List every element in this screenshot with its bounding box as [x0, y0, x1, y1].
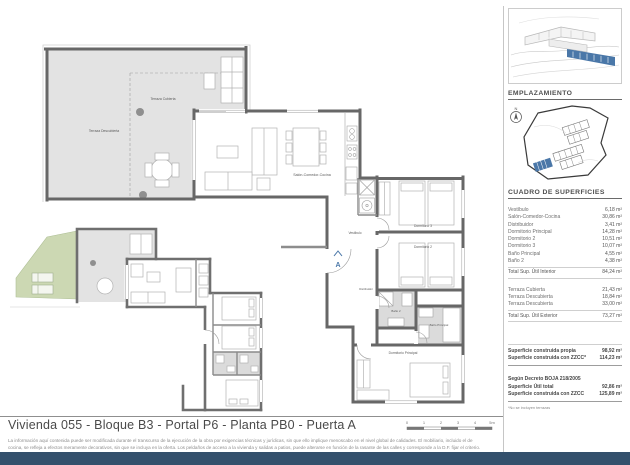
row-value: 84,24 m²: [602, 269, 622, 276]
scale-tick: 3: [456, 420, 460, 425]
site-buildings: [533, 120, 593, 172]
scale-tick: 2: [439, 420, 443, 425]
highlighted-building: [533, 158, 553, 172]
room-label-distribuidor: Distribuidor: [359, 288, 373, 291]
room-label-dormitorio2: Dormitorio 2: [414, 245, 432, 249]
table-row: [508, 222, 622, 229]
decree-block: [508, 376, 622, 402]
adjacent-furniture: [131, 264, 258, 406]
building-render-sketch: [509, 9, 621, 81]
side-panel: [508, 8, 622, 410]
row-label: Terraza Cubierta: [508, 286, 545, 293]
table-row: [508, 207, 622, 214]
row-value: 18,84 m²: [602, 294, 622, 301]
room-label-bano-principal: Baño Principal: [429, 323, 449, 327]
interior-total-row: [508, 267, 622, 279]
row-label: Según Decreto BOJA 218/2005: [508, 376, 581, 383]
entrance-arrow-icon: [334, 251, 342, 256]
row-label: Baño 2: [508, 258, 524, 265]
row-label: Dormitorio 2: [508, 236, 536, 243]
built-surface-block: [508, 344, 622, 366]
row-value: 33,00 m²: [602, 301, 622, 308]
scale-bar-ticks: [406, 420, 496, 425]
scale-bar: [400, 419, 500, 433]
row-label: Superficie construida con ZZCC: [508, 391, 585, 398]
row-label: Vestíbulo: [508, 207, 529, 213]
adjacent-apartment: [10, 229, 264, 410]
main-apartment: [43, 45, 465, 404]
row-label: Distribuidor: [508, 221, 534, 228]
scale-tick: 0: [405, 420, 409, 425]
emplazamiento-title: EMPLAZAMIENTO: [508, 90, 622, 100]
scale-tick: 1: [422, 420, 426, 425]
decree-note: [508, 376, 622, 384]
row-value: 114,23 m²: [599, 355, 622, 362]
row-value: 3,41 m²: [605, 221, 622, 228]
row-value: 98,92 m²: [601, 347, 622, 354]
cuadro-title: CUADRO DE SUPERFICIES: [508, 189, 622, 199]
row-value: 73,27 m²: [602, 312, 622, 319]
page-title: Vivienda 055 - Bloque B3 - Portal P6 - Planta PB0 - Puerta A: [8, 418, 357, 432]
row-label: Dormitorio Principal: [508, 228, 552, 235]
row-value: 10,51 m²: [602, 236, 622, 243]
table-row: [508, 229, 622, 236]
room-label-terraza-cubierta: Terraza Cubierta: [150, 97, 176, 101]
row-value: 4,38 m²: [605, 258, 622, 265]
table-row: [508, 258, 622, 265]
room-label-dormitorio3: Dormitorio 3: [414, 224, 432, 228]
row-value: 10,07 m²: [602, 243, 622, 250]
surface-table: [508, 207, 622, 410]
site-plan-map: [508, 103, 622, 185]
scale-tick: 4: [473, 420, 477, 425]
laundry-units: [360, 180, 375, 213]
title-rule: [0, 416, 503, 417]
table-row: [508, 287, 622, 294]
table-footnote: *No se incluyen terrazas: [508, 405, 551, 411]
entrance-marker: [334, 251, 342, 269]
legal-disclaimer: [8, 437, 514, 452]
row-label: Dormitorio 3: [508, 243, 536, 250]
table-row: [508, 301, 622, 308]
table-row: [508, 391, 622, 399]
north-label: N: [514, 106, 518, 111]
row-value: 92,86 m²: [601, 383, 622, 390]
table-row: [508, 243, 622, 250]
row-value: 30,86 m²: [602, 214, 622, 221]
room-label-bano2: Baño 2: [391, 309, 401, 313]
row-value: 6,18 m²: [605, 207, 622, 213]
row-label: Terraza Descubierta: [508, 301, 553, 308]
plant-icon: [136, 108, 144, 116]
row-value: 21,43 m²: [602, 286, 622, 293]
disclaimer-line: cocina, se refleja a efectos meramente decorativos, sin que se incluya en la oferta. Los peldaños de acceso a la vivienda y salidas a patios, puede alterarse en función de la rasante de las calles y corresponde a la D.F. fijar el criterio.: [8, 445, 481, 451]
table-row: [508, 251, 622, 258]
row-label: Superficie construida propia: [508, 347, 576, 354]
footer-bar: [0, 452, 630, 465]
table-row: [508, 214, 622, 221]
north-icon: [511, 106, 522, 123]
room-label-vestibulo: Vestíbulo: [348, 231, 362, 235]
row-label: Superficie Útil total: [508, 383, 554, 390]
table-row: [508, 236, 622, 243]
room-label-dormitorio-principal: Dormitorio Principal: [388, 351, 418, 355]
kitchen-fixtures: [345, 113, 357, 196]
exterior-total-row: [508, 310, 622, 322]
row-value: 125,89 m²: [599, 391, 622, 398]
living-furniture: [205, 128, 326, 190]
row-value: 14,28 m²: [602, 228, 622, 235]
table-row: [508, 384, 622, 392]
building-render: [508, 8, 622, 84]
row-label: Terraza Descubierta: [508, 294, 553, 301]
row-label: Total Sup. Útil Exterior: [508, 312, 558, 319]
vertical-divider: [503, 6, 504, 452]
row-label: Salón-Comedor-Cocina: [508, 214, 561, 221]
row-label: Total Sup. Útil Interior: [508, 269, 556, 276]
scale-tick: 5m: [489, 420, 495, 425]
table-row: [508, 355, 622, 363]
table-row: [508, 294, 622, 301]
plant-icon: [90, 260, 96, 266]
row-value: 4,55 m²: [605, 250, 622, 257]
entrance-letter: A: [335, 262, 341, 269]
room-label-salon: Salón-Comedor-Cocina: [293, 173, 331, 177]
table-row: [508, 348, 622, 356]
row-label: Superficie construida con ZZCC*: [508, 355, 587, 362]
row-label: Baño Principal: [508, 250, 541, 257]
room-label-terraza-descubierta: Terraza Descubierta: [88, 129, 120, 133]
disclaimer-line: La información aquí contenida puede ser modificada durante el transcurso de la ejecución de la obra por exigencias técnicas y jurídicas, sin que ello implique menoscabo en el nivel global de calidades. El mobiliario, incluido el de: [8, 438, 473, 443]
